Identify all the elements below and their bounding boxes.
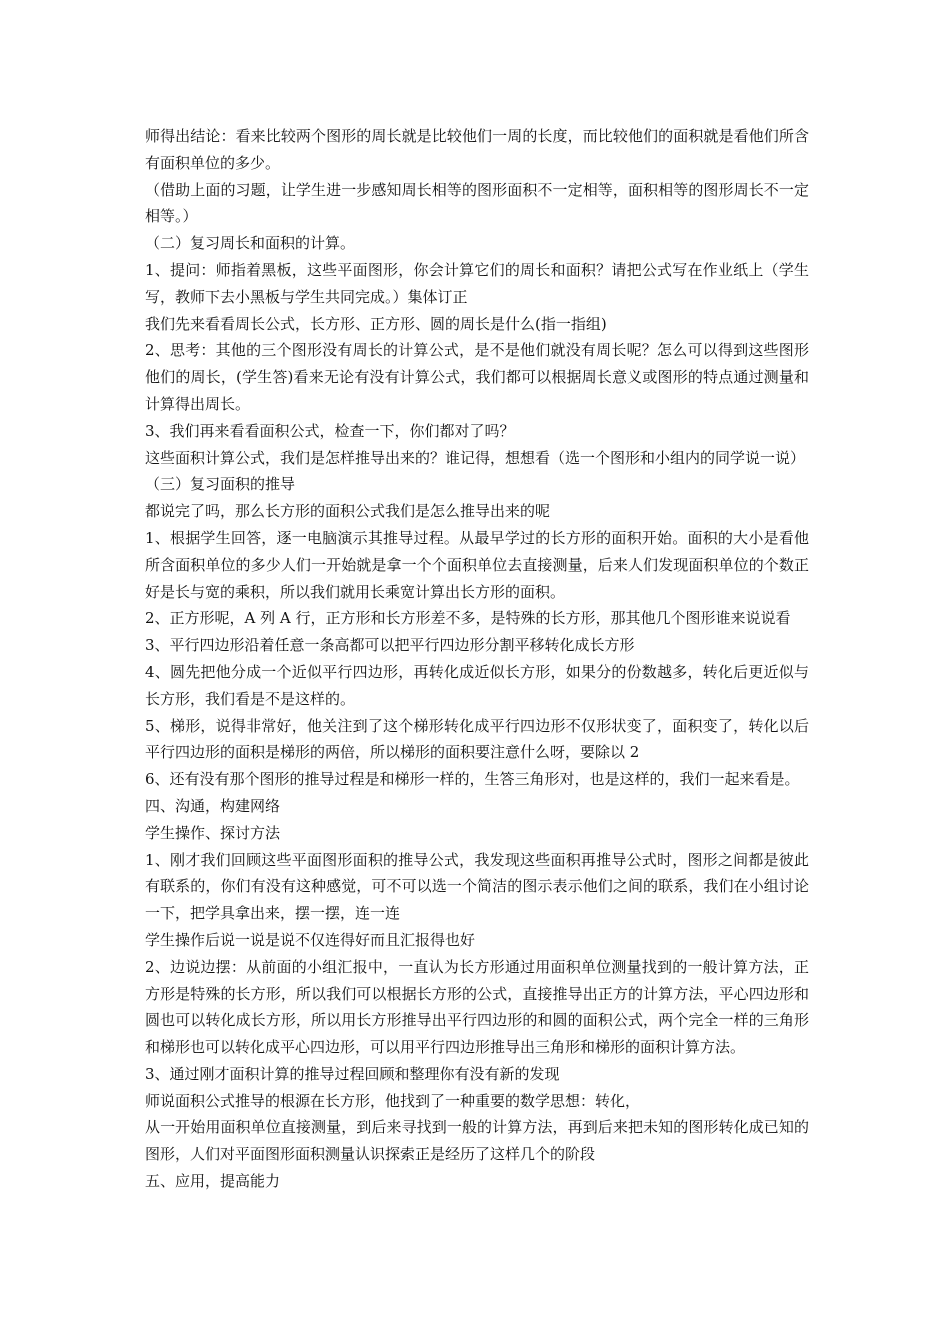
paragraph: （借助上面的习题，让学生进一步感知周长相等的图形面积不一定相等，面积相等的图形周长不一定相等。） bbox=[145, 180, 809, 226]
paragraph: 1、根据学生回答，逐一电脑演示其推导过程。从最早学过的长方形的面积开始。面积的大小是看他所含面积单位的多少人们一开始就是拿一个个面积单位去直接测量，后来人们发现面积单位的个数正好是长与宽的乘积，所以我们就用长乘宽计算出长方形的面积。 bbox=[145, 528, 809, 601]
paragraph: 从一开始用面积单位直接测量，到后来寻找到一般的计算方法，再到后来把未知的图形转化成已知的图形，人们对平面图形面积测量认识探索正是经历了这样几个的阶段 bbox=[145, 1118, 809, 1164]
paragraph: 3、我们再来看看面积公式，检查一下，你们都对了吗？ bbox=[145, 421, 515, 440]
section-heading: 五、应用，提高能力 bbox=[145, 1172, 281, 1191]
document-body bbox=[145, 123, 809, 1195]
section-heading: （三）复习面积的推导 bbox=[145, 475, 296, 494]
section-heading: （二）复习周长和面积的计算。 bbox=[145, 234, 356, 253]
paragraph: 都说完了吗，那么长方形的面积公式我们是怎么推导出来的呢 bbox=[145, 502, 551, 521]
paragraph: 4、圆先把他分成一个近似平行四边形，再转化成近似长方形，如果分的份数越多，转化后更近似与长方形，我们看是不是这样的。 bbox=[145, 662, 809, 708]
paragraph: 2、正方形呢，A 列 A 行，正方形和长方形差不多，是特殊的长方形，那其他几个图形谁来说说看 bbox=[145, 609, 791, 628]
paragraph: 学生操作后说一说是说不仅连得好而且汇报得也好 bbox=[145, 930, 476, 949]
paragraph: 1、刚才我们回顾这些平面图形面积的推导公式，我发现这些面积再推导公式时，图形之间都是彼此有联系的，你们有没有这种感觉，可不可以选一个简洁的图示表示他们之间的联系，我们在小组讨论一下，把学具拿出来，摆一摆，连一连 bbox=[145, 850, 809, 923]
paragraph: 3、通过刚才面积计算的推导过程回顾和整理你有没有新的发现 bbox=[145, 1064, 560, 1083]
paragraph: 5、梯形，说得非常好，他关注到了这个梯形转化成平行四边形不仅形状变了，面积变了，转化以后平行四边形的面积是梯形的两倍，所以梯形的面积要注意什么呀，要除以 2 bbox=[145, 716, 809, 762]
paragraph: 学生操作、探讨方法 bbox=[145, 823, 281, 842]
section-heading: 四、沟通，构建网络 bbox=[145, 796, 281, 815]
paragraph: 我们先来看看周长公式，长方形、正方形、圆的周长是什么(指一指组) bbox=[145, 314, 607, 333]
paragraph: 师得出结论：看来比较两个图形的周长就是比较他们一周的长度，而比较他们的面积就是看他们所含有面积单位的多少。 bbox=[145, 127, 809, 172]
paragraph: 这些面积计算公式，我们是怎样推导出来的？谁记得，想想看（选一个图形和小组内的同学说一说） bbox=[145, 448, 806, 467]
paragraph: 2、边说边摆：从前面的小组汇报中，一直认为长方形通过用面积单位测量找到的一般计算方法，正方形是特殊的长方形，所以我们可以根据长方形的公式，直接推导出正方的计算方法，平心四边形和圆也可以转化成长方形，所以用长方形推导出平行四边形的和圆的面积公式，两个完全一样的三角形和梯形也可以转化成平心四边形，可以用平行四边形推导出三角形和梯形的面积计算方法。 bbox=[145, 957, 809, 1057]
paragraph: 3、平行四边形沿着任意一条高都可以把平行四边形分割平移转化成长方形 bbox=[145, 636, 635, 655]
paragraph: 1、提问：师指着黑板，这些平面图形，你会计算它们的周长和面积？请把公式写在作业纸上（学生写，教师下去小黑板与学生共同完成。）集体订正 bbox=[145, 260, 809, 306]
paragraph: 师说面积公式推导的根源在长方形，他找到了一种重要的数学思想：转化， bbox=[145, 1091, 641, 1110]
paragraph: 6、还有没有那个图形的推导过程是和梯形一样的，生答三角形对，也是这样的，我们一起来看是。 bbox=[145, 770, 800, 789]
paragraph: 2、思考：其他的三个图形没有周长的计算公式，是不是他们就没有周长呢？怎么可以得到这些图形他们的周长，(学生答)看来无论有没有计算公式，我们都可以根据周长意义或图形的特点通过测量和计算得出周长。 bbox=[145, 341, 809, 413]
